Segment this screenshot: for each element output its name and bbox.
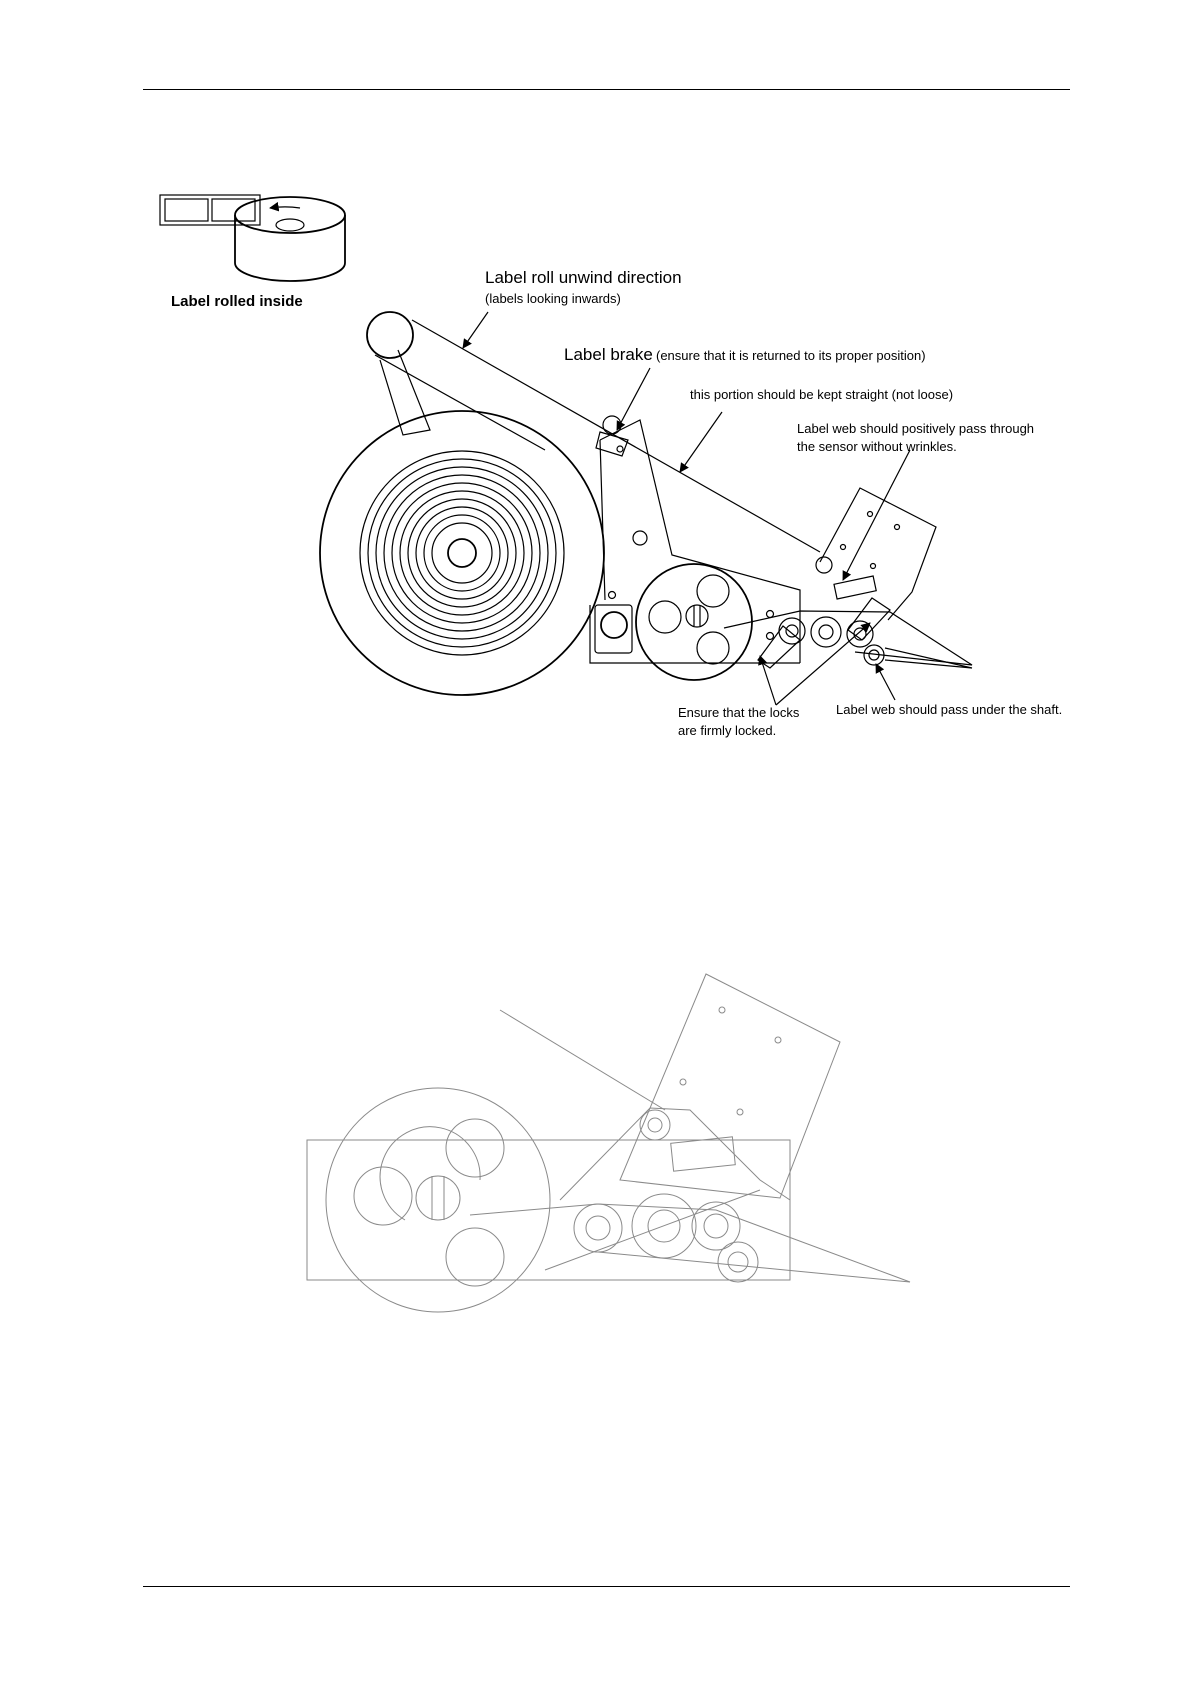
sensor-note-line1: Label web should positively pass through [797,421,1035,436]
unwind-direction-subtitle: (labels looking inwards) [485,291,621,306]
unwind-direction-title: Label roll unwind direction [485,268,682,287]
leader-arrows [463,312,910,705]
label-roll-spiral [360,451,564,655]
locks-note-line2: are firmly locked. [678,723,777,738]
machine-drawing [320,312,972,695]
label-brake-subtitle: (ensure that it is returned to its proper position) [656,348,926,363]
keep-straight-note: this portion should be kept straight (not loose) [690,387,954,402]
inset-caption: Label rolled inside [171,293,303,310]
locks-note-line1: Ensure that the locks [678,705,800,720]
figure-threading-path [160,195,1062,738]
sensor-note-line2: the sensor without wrinkles. [797,439,957,454]
inset-label-roll [160,195,345,310]
figure-applicator-detail [307,974,910,1312]
label-brake-title: Label brake [564,345,653,364]
shaft-note: Label web should pass under the shaft. [836,702,1063,717]
